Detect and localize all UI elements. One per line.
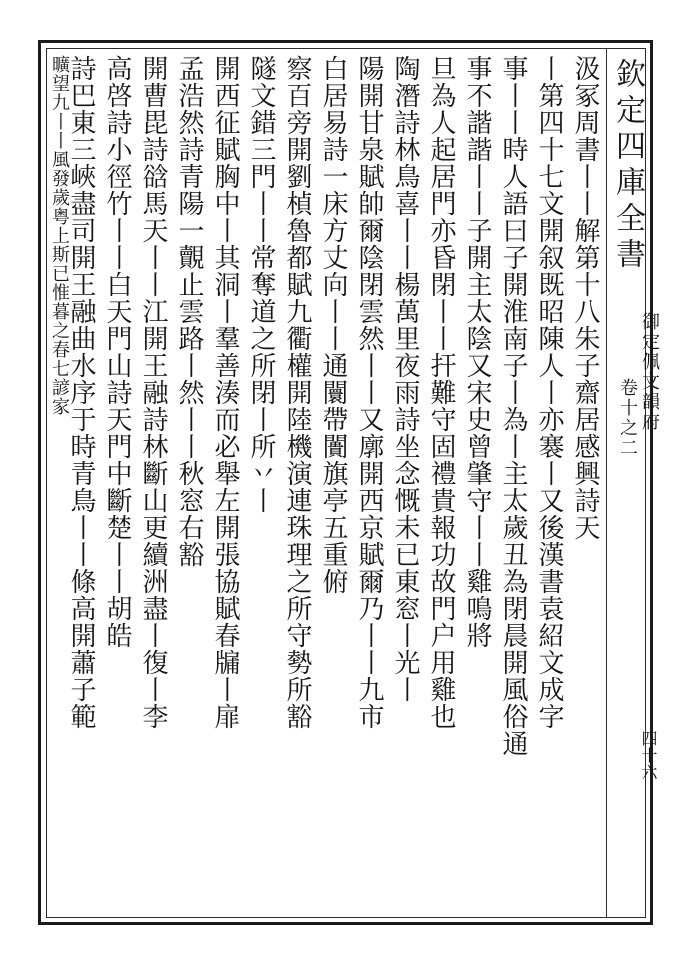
text-column-6: 陶潛詩林鳥喜丨丨楊萬里夜雨詩坐念慨未已東窓丨光丨 [390, 55, 420, 703]
header-divider [606, 48, 607, 918]
text-column-13: 開曹毘詩谽馬天丨丨江開王融詩林斷山更續洲盡丨復丨李 [138, 55, 168, 730]
book-title: 欽定四庫全書 [610, 58, 645, 274]
page-number: 四十六 [639, 730, 658, 781]
text-column-11: 開西征賦胸中丨其洞丨羣善湊而必舉左開張協賦春牖丨扉 [210, 55, 240, 730]
text-column-2: 丨第四十七文開叙既昭陳人丨亦褰丨又後漢書袁紹文成字 [534, 55, 564, 730]
text-column-12: 孟浩然詩青陽一覿止雲路丨然丨丨秋窓右豁 [174, 55, 204, 568]
book-subtitle: 御定佩文韻府 [639, 312, 660, 432]
text-column-8: 白居易詩一床方丈向丨丨通闤帶闠旗亭五重俯 [318, 55, 348, 595]
text-column-14: 高啓詩小徑竹丨丨白天門山詩天門中斷楚丨丨胡皓 [102, 55, 132, 649]
text-column-10: 隧文錯三門丨丨常奪道之所閉丨所丷丨 [246, 55, 276, 514]
text-column-5: 旦為人起居門亦昏閉丨丨扞難守固禮貴報功故門户用雞也 [426, 55, 456, 730]
text-column-4: 事不諧諧丨丨子開主太陰又宋史曾肇守丨丨雞鳴將 [462, 55, 492, 649]
text-column-15: 詩巴東三峽盡司開王融曲水序于時青鳥丨丨條高開蕭子範 [66, 55, 96, 730]
text-column-16: 曠望九丨丨風發歲粤上斯已惟暮之春七諺家 [49, 55, 70, 416]
text-column-9: 察百旁開劉楨魯都賦九衢權開陸機演連珠理之所守勢所豁 [282, 55, 312, 730]
text-column-3: 事丨丨時人語曰子開淮南子丨為丨主太歲丑為閉晨開風俗通 [498, 55, 528, 757]
text-column-1: 汲冢周書丨丨解第十八朱子齋居感興詩天 [570, 55, 600, 541]
text-column-7: 陽開甘泉賦帥爾陰閉雲然丨丨又廓開西京賦爾乃丨丨九市 [354, 55, 384, 730]
volume-label: 卷十之二 [617, 378, 638, 458]
